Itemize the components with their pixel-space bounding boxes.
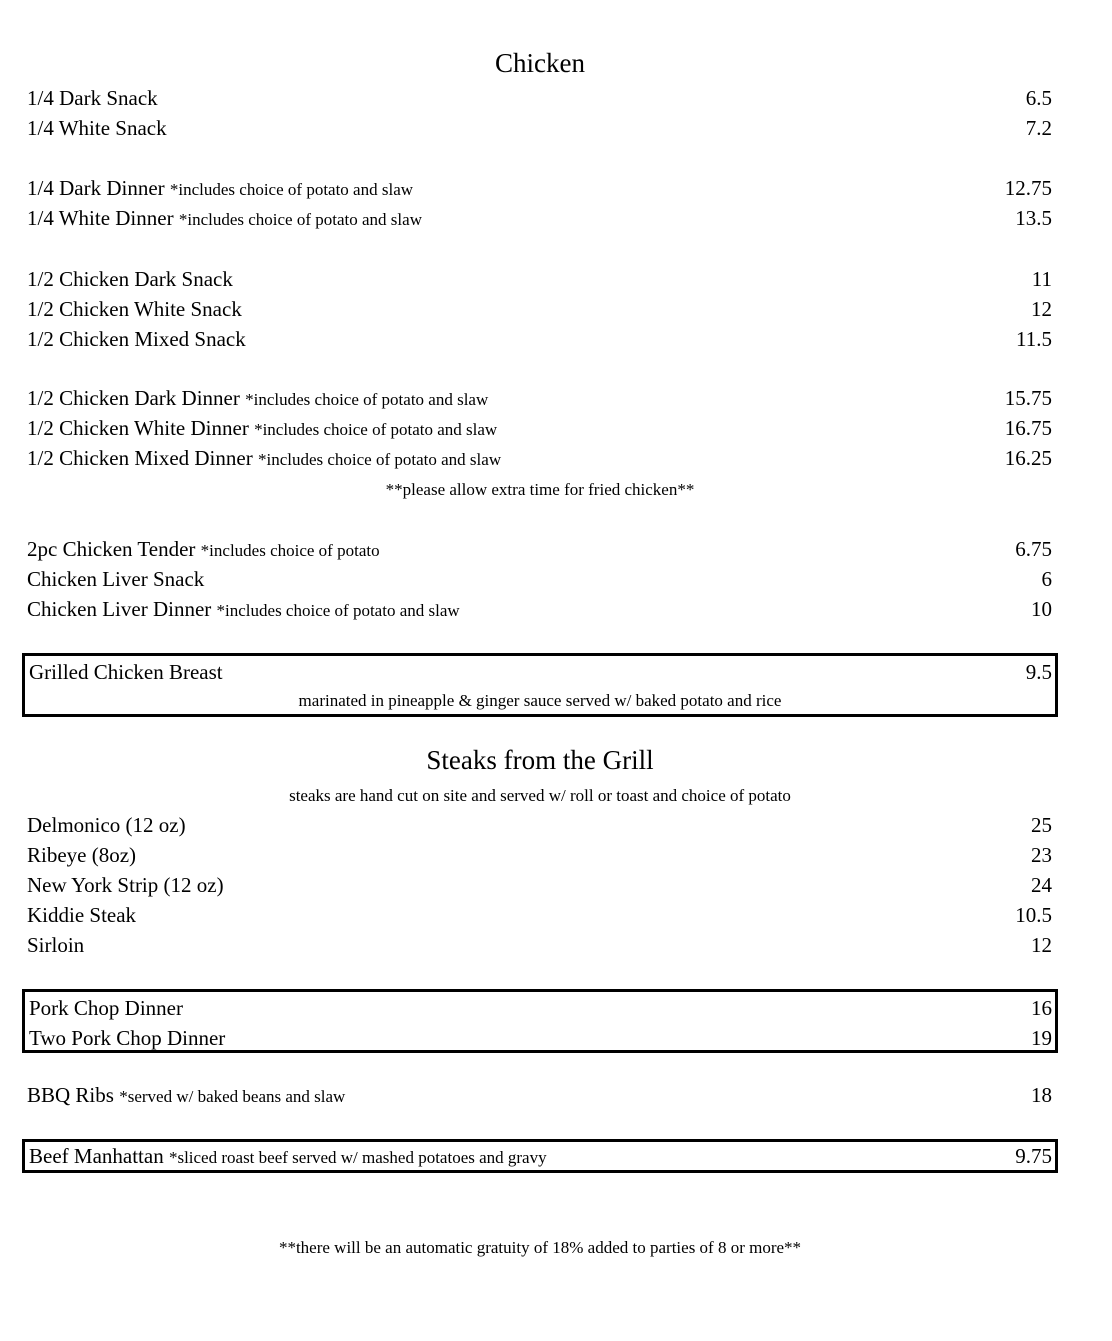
- item-note: *includes choice of potato and slaw: [245, 390, 489, 409]
- item-name: 1/2 Chicken Dark Snack: [27, 267, 233, 291]
- steaks-section-title: Steaks from the Grill: [426, 745, 654, 775]
- item-note: *includes choice of potato: [200, 541, 380, 560]
- menu-item: [27, 900, 1052, 930]
- item-name: 1/4 Dark Snack: [27, 86, 158, 110]
- menu-item: [27, 534, 1052, 564]
- menu-item: [27, 413, 1052, 443]
- item-name: Chicken Liver Snack: [27, 567, 205, 591]
- menu-item: [28, 657, 1052, 687]
- grilled-chicken-description: marinated in pineapple & ginger sauce served w/ baked potato and rice: [298, 691, 782, 710]
- item-note: *includes choice of potato and slaw: [216, 601, 460, 620]
- item-name: Ribeye (8oz): [27, 843, 137, 867]
- item-name: 2pc Chicken Tender: [27, 537, 196, 561]
- chicken-section-title: Chicken: [495, 48, 585, 78]
- menu-item: [27, 594, 1052, 624]
- menu-item: [27, 870, 1052, 900]
- item-price: 15.75: [1004, 386, 1052, 410]
- item-name: Delmonico (12 oz): [27, 813, 186, 837]
- item-price: 6: [1041, 567, 1052, 591]
- item-name: Beef Manhattan: [29, 1144, 164, 1168]
- menu-item: [28, 1023, 1052, 1053]
- menu-item: [27, 83, 1052, 113]
- item-name: Pork Chop Dinner: [29, 996, 183, 1020]
- pork-chop-box: [22, 989, 1058, 1053]
- item-price: 12.75: [1004, 176, 1052, 200]
- item-name: Two Pork Chop Dinner: [29, 1026, 226, 1050]
- menu-item: [27, 1080, 1052, 1110]
- item-note: *includes choice of potato and slaw: [169, 180, 414, 199]
- grilled-chicken-box: [22, 653, 1058, 717]
- item-price: 13.5: [1015, 206, 1052, 230]
- menu-item: [27, 294, 1052, 324]
- menu-item: [27, 840, 1052, 870]
- gratuity-note: **there will be an automatic gratuity of 18% added to parties of 8 or more**: [278, 1238, 802, 1257]
- item-price: 16: [1031, 996, 1052, 1020]
- menu-item: [27, 173, 1052, 203]
- item-price: 9.5: [1025, 660, 1052, 684]
- menu-item: [27, 443, 1052, 473]
- fried-chicken-note: **please allow extra time for fried chicken**: [385, 480, 695, 499]
- item-price: 23: [1031, 843, 1052, 867]
- item-name: BBQ Ribs: [27, 1083, 114, 1107]
- menu-item: [27, 264, 1052, 294]
- item-name: 1/2 Chicken White Dinner: [27, 416, 249, 440]
- item-price: 11: [1031, 267, 1052, 291]
- item-price: 19: [1031, 1026, 1052, 1050]
- menu-item: [27, 564, 1052, 594]
- item-price: 12: [1031, 297, 1052, 321]
- item-note: *includes choice of potato and slaw: [257, 450, 502, 469]
- item-name: Kiddie Steak: [27, 903, 137, 927]
- menu-item: [27, 203, 1052, 233]
- item-note: *includes choice of potato and slaw: [178, 210, 422, 229]
- item-name: 1/4 White Dinner: [27, 206, 174, 230]
- item-price: 18: [1031, 1083, 1052, 1107]
- item-price: 16.25: [1004, 446, 1052, 470]
- item-price: 10: [1031, 597, 1052, 621]
- menu-item: [27, 113, 1052, 143]
- item-name: Chicken Liver Dinner: [27, 597, 212, 621]
- item-price: 6.5: [1025, 86, 1052, 110]
- menu-item: [27, 930, 1052, 960]
- item-price: 7.2: [1025, 116, 1052, 140]
- item-name: 1/2 Chicken White Snack: [27, 297, 242, 321]
- item-note: *sliced roast beef served w/ mashed potatoes and gravy: [168, 1148, 547, 1167]
- item-name: 1/4 Dark Dinner: [27, 176, 165, 200]
- item-price: 25: [1031, 813, 1052, 837]
- menu-item: [27, 810, 1052, 840]
- item-price: 6.75: [1015, 537, 1052, 561]
- menu-item: [28, 993, 1052, 1023]
- item-note: *served w/ baked beans and slaw: [119, 1087, 346, 1106]
- menu-item: [28, 1141, 1052, 1171]
- item-name: 1/2 Chicken Mixed Snack: [27, 327, 246, 351]
- item-name: 1/4 White Snack: [27, 116, 167, 140]
- menu-item: [27, 324, 1052, 354]
- item-price: 16.75: [1004, 416, 1052, 440]
- item-name: 1/2 Chicken Dark Dinner: [27, 386, 240, 410]
- item-price: 24: [1031, 873, 1052, 897]
- item-price: 11.5: [1016, 327, 1052, 351]
- item-price: 9.75: [1015, 1144, 1052, 1168]
- beef-manhattan-box: [22, 1139, 1058, 1173]
- item-price: 12: [1031, 933, 1052, 957]
- item-name: 1/2 Chicken Mixed Dinner: [27, 446, 253, 470]
- item-name: Sirloin: [27, 933, 85, 957]
- menu-item: [27, 383, 1052, 413]
- item-note: *includes choice of potato and slaw: [254, 420, 498, 439]
- item-price: 10.5: [1015, 903, 1052, 927]
- steaks-subtitle: steaks are hand cut on site and served w/ roll or toast and choice of potato: [289, 786, 791, 805]
- item-name: New York Strip (12 oz): [27, 873, 224, 897]
- item-name: Grilled Chicken Breast: [29, 660, 223, 684]
